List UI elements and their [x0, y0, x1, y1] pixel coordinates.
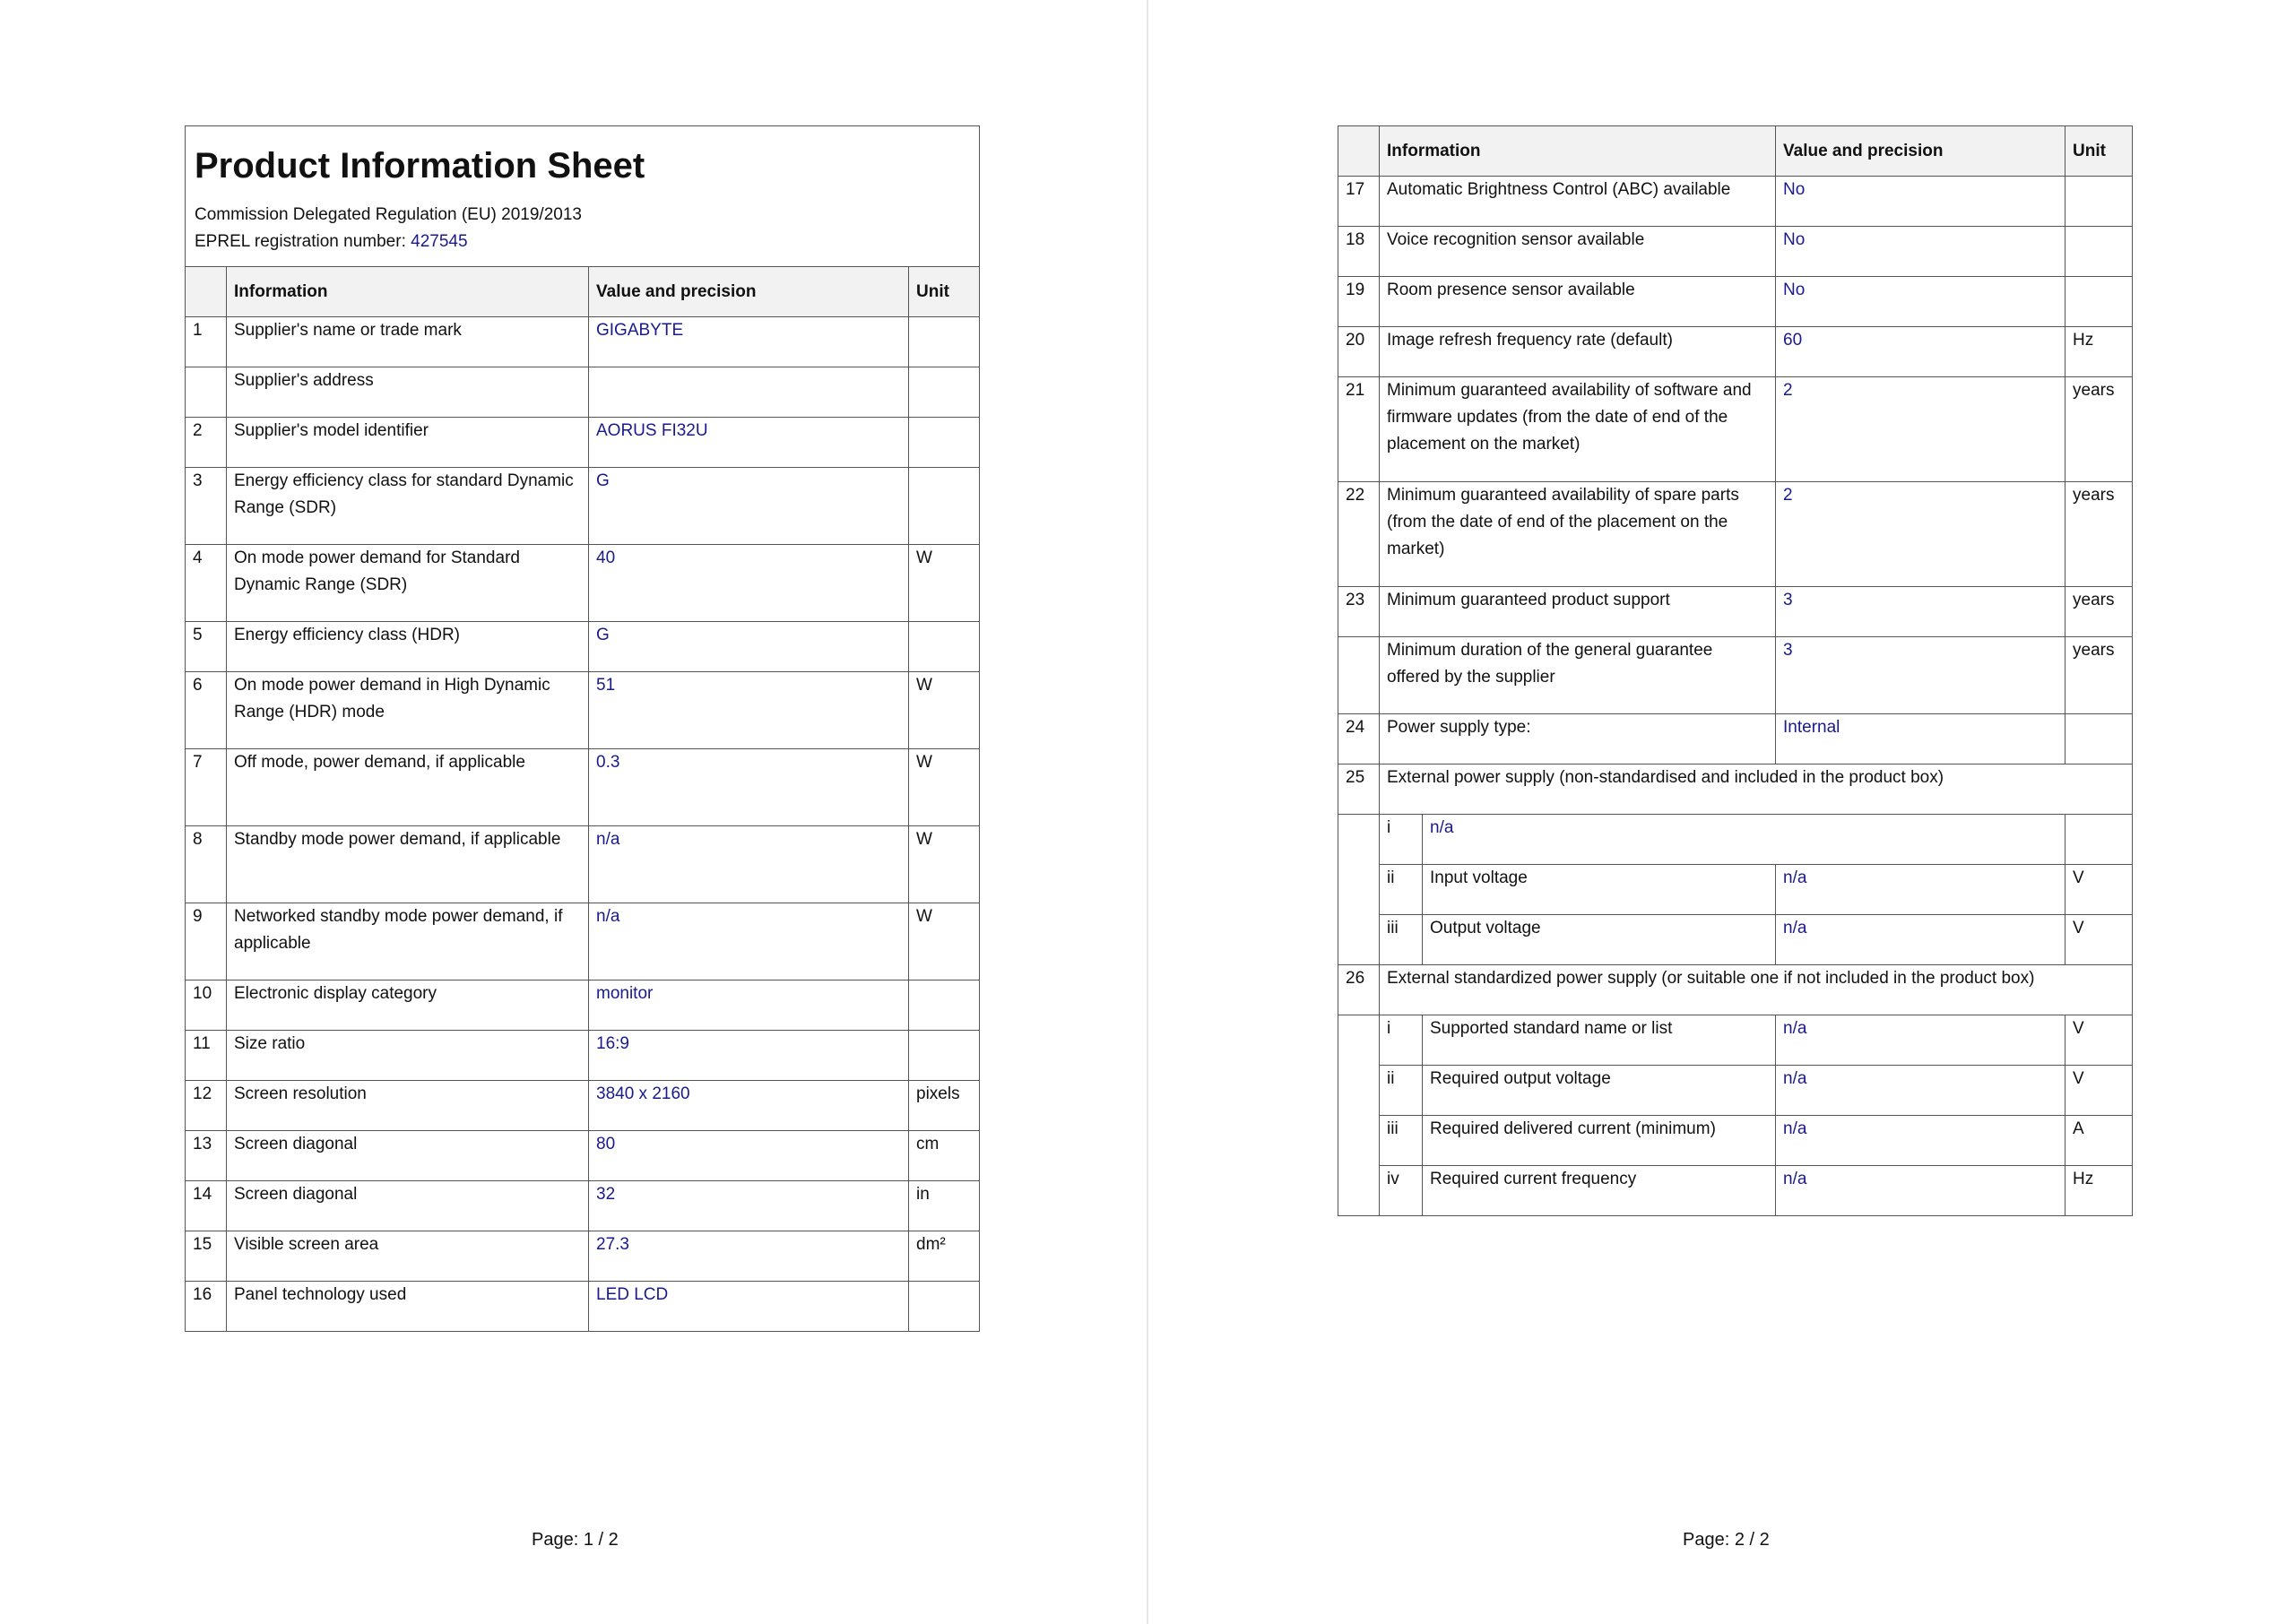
row-information: Screen diagonal	[227, 1181, 589, 1231]
table-row	[1338, 482, 2133, 587]
table-row	[1338, 327, 2133, 377]
row-unit: cm	[909, 1131, 980, 1181]
sub-unit: A	[2066, 1116, 2133, 1166]
blank-cell	[1338, 815, 1380, 865]
group-title: External standardized power supply (or suitable one if not included in the product box)	[1380, 965, 2133, 1015]
table-row	[1338, 227, 2133, 277]
row-value: AORUS FI32U	[589, 418, 909, 468]
row-value: 2	[1776, 482, 2066, 587]
row-number: 6	[186, 672, 227, 749]
group-title: External power supply (non-standardised and included in the product box)	[1380, 764, 2133, 815]
table-row	[186, 826, 980, 903]
table-row	[186, 980, 980, 1031]
table-row	[186, 545, 980, 622]
blank-cell	[1338, 865, 1380, 915]
row-number: 21	[1338, 377, 1380, 482]
row-number: 15	[186, 1231, 227, 1282]
row-value: GIGABYTE	[589, 317, 909, 367]
header-information: Information	[227, 267, 589, 317]
row-number: 1	[186, 317, 227, 367]
row-number: 10	[186, 980, 227, 1031]
header-information: Information	[1380, 126, 1776, 177]
row-information: Electronic display category	[227, 980, 589, 1031]
row-unit: W	[909, 826, 980, 903]
row-value: n/a	[589, 903, 909, 980]
table-row	[1338, 587, 2133, 637]
row-number: 3	[186, 468, 227, 545]
row-information: Supplier's address	[227, 367, 589, 418]
row-number: 20	[1338, 327, 1380, 377]
row-value: 60	[1776, 327, 2066, 377]
row-value: No	[1776, 177, 2066, 227]
header-value: Value and precision	[1776, 126, 2066, 177]
row-number: 18	[1338, 227, 1380, 277]
row-unit	[2066, 177, 2133, 227]
row-information: Image refresh frequency rate (default)	[1380, 327, 1776, 377]
row-unit	[909, 1282, 980, 1332]
row-value: G	[589, 622, 909, 672]
regulation-text: Commission Delegated Regulation (EU) 2019/2013	[195, 205, 582, 224]
row-number: 12	[186, 1081, 227, 1131]
sub-row	[1338, 865, 2133, 915]
row-unit: pixels	[909, 1081, 980, 1131]
sub-index: ii	[1380, 1066, 1423, 1116]
row-number: 17	[1338, 177, 1380, 227]
row-information: Minimum duration of the general guarantee offered by the supplier	[1380, 637, 1776, 714]
eprel-number: 427545	[411, 232, 468, 251]
sub-row	[1338, 815, 2133, 865]
blank-cell	[1338, 1166, 1380, 1216]
table-row	[186, 317, 980, 367]
row-value: LED LCD	[589, 1282, 909, 1332]
row-information: On mode power demand for Standard Dynamic Range (SDR)	[227, 545, 589, 622]
row-information: Supplier's model identifier	[227, 418, 589, 468]
header-num	[1338, 126, 1380, 177]
product-info-table-page-1	[185, 125, 980, 1332]
row-value: 3840 x 2160	[589, 1081, 909, 1131]
table-row	[186, 468, 980, 545]
table-row	[1338, 177, 2133, 227]
row-unit	[2066, 277, 2133, 327]
row-value: n/a	[589, 826, 909, 903]
page-footer-2: Page: 2 / 2	[1683, 1530, 1770, 1550]
row-number: 7	[186, 749, 227, 826]
row-unit: years	[2066, 377, 2133, 482]
row-value: No	[1776, 277, 2066, 327]
row-unit: W	[909, 903, 980, 980]
group-header-row	[1338, 965, 2133, 1015]
row-value: 40	[589, 545, 909, 622]
row-value: 32	[589, 1181, 909, 1231]
row-number: 8	[186, 826, 227, 903]
row-unit: years	[2066, 482, 2133, 587]
row-number: 5	[186, 622, 227, 672]
header-unit: Unit	[2066, 126, 2133, 177]
sub-information: Input voltage	[1423, 865, 1776, 915]
row-unit: years	[2066, 587, 2133, 637]
row-information: Size ratio	[227, 1031, 589, 1081]
table-row	[1338, 714, 2133, 764]
sub-row	[1338, 1066, 2133, 1116]
row-information: Power supply type:	[1380, 714, 1776, 764]
row-value: 3	[1776, 637, 2066, 714]
row-number: 25	[1338, 764, 1380, 815]
table-row	[186, 1031, 980, 1081]
table-row	[186, 903, 980, 980]
row-unit	[909, 468, 980, 545]
eprel-label: EPREL registration number:	[195, 232, 411, 251]
row-value: 27.3	[589, 1231, 909, 1282]
row-unit	[2066, 714, 2133, 764]
table-row	[186, 418, 980, 468]
row-value: 51	[589, 672, 909, 749]
row-unit	[909, 1031, 980, 1081]
sub-unit: V	[2066, 915, 2133, 965]
row-unit: W	[909, 749, 980, 826]
row-information: Off mode, power demand, if applicable	[227, 749, 589, 826]
sub-value: n/a	[1776, 1166, 2066, 1216]
sub-row	[1338, 1116, 2133, 1166]
row-unit: dm²	[909, 1231, 980, 1282]
header-unit: Unit	[909, 267, 980, 317]
row-value: 16:9	[589, 1031, 909, 1081]
blank-cell	[1338, 1066, 1380, 1116]
row-unit	[2066, 227, 2133, 277]
row-information: Voice recognition sensor available	[1380, 227, 1776, 277]
page-1	[0, 0, 1147, 1624]
sub-unit: V	[2066, 865, 2133, 915]
row-unit: Hz	[2066, 327, 2133, 377]
row-value: 3	[1776, 587, 2066, 637]
row-number: 11	[186, 1031, 227, 1081]
sub-row	[1338, 1166, 2133, 1216]
row-information: Energy efficiency class (HDR)	[227, 622, 589, 672]
sub-unit: V	[2066, 1015, 2133, 1066]
blank-cell	[1338, 1015, 1380, 1066]
sub-row	[1338, 1015, 2133, 1066]
group-header-row	[1338, 764, 2133, 815]
table-row	[186, 1231, 980, 1282]
row-information: Minimum guaranteed availability of spare parts (from the date of end of the placement on the market)	[1380, 482, 1776, 587]
table-row	[186, 1282, 980, 1332]
sub-unit	[2066, 815, 2133, 865]
eprel-line	[195, 229, 970, 255]
row-number: 19	[1338, 277, 1380, 327]
row-value: 0.3	[589, 749, 909, 826]
row-unit: in	[909, 1181, 980, 1231]
row-unit: years	[2066, 637, 2133, 714]
header-value: Value and precision	[589, 267, 909, 317]
row-number: 16	[186, 1282, 227, 1332]
table-row	[1338, 637, 2133, 714]
row-information: Visible screen area	[227, 1231, 589, 1282]
sub-index: iii	[1380, 1116, 1423, 1166]
row-number	[186, 367, 227, 418]
row-unit: W	[909, 545, 980, 622]
row-value: 80	[589, 1131, 909, 1181]
row-information: Supplier's name or trade mark	[227, 317, 589, 367]
row-number: 22	[1338, 482, 1380, 587]
row-number: 26	[1338, 965, 1380, 1015]
sub-row	[1338, 915, 2133, 965]
row-unit	[909, 980, 980, 1031]
sub-value: n/a	[1776, 1116, 2066, 1166]
row-unit	[909, 317, 980, 367]
sub-index: i	[1380, 1015, 1423, 1066]
blank-cell	[1338, 915, 1380, 965]
table-row	[186, 622, 980, 672]
row-information: Panel technology used	[227, 1282, 589, 1332]
row-value: 2	[1776, 377, 2066, 482]
row-information: Minimum guaranteed product support	[1380, 587, 1776, 637]
sub-value: n/a	[1776, 865, 2066, 915]
sub-index: iv	[1380, 1166, 1423, 1216]
header-num	[186, 267, 227, 317]
row-unit	[909, 367, 980, 418]
sub-index: i	[1380, 815, 1423, 865]
row-information: Screen diagonal	[227, 1131, 589, 1181]
sub-value: n/a	[1776, 1015, 2066, 1066]
table-row	[1338, 377, 2133, 482]
page-footer-1: Page: 1 / 2	[532, 1530, 619, 1550]
row-information: Energy efficiency class for standard Dynamic Range (SDR)	[227, 468, 589, 545]
sub-value: n/a	[1776, 1066, 2066, 1116]
sub-information: Required current frequency	[1423, 1166, 1776, 1216]
row-information: Standby mode power demand, if applicable	[227, 826, 589, 903]
row-unit	[909, 418, 980, 468]
product-info-table-page-2	[1338, 125, 2133, 1216]
row-number: 9	[186, 903, 227, 980]
row-number: 13	[186, 1131, 227, 1181]
row-number: 23	[1338, 587, 1380, 637]
blank-cell	[1338, 1116, 1380, 1166]
table-row	[186, 1131, 980, 1181]
row-information: Automatic Brightness Control (ABC) available	[1380, 177, 1776, 227]
table-row	[186, 367, 980, 418]
row-information: Minimum guaranteed availability of software and firmware updates (from the date of end of the placement on the market)	[1380, 377, 1776, 482]
sub-information: Supported standard name or list	[1423, 1015, 1776, 1066]
row-information: Room presence sensor available	[1380, 277, 1776, 327]
row-number: 14	[186, 1181, 227, 1231]
table-header-row	[186, 267, 980, 317]
table-header-row	[1338, 126, 2133, 177]
row-value	[589, 367, 909, 418]
row-number: 2	[186, 418, 227, 468]
row-number: 4	[186, 545, 227, 622]
row-unit: W	[909, 672, 980, 749]
sub-information: Output voltage	[1423, 915, 1776, 965]
table-row	[1338, 277, 2133, 327]
row-value: Internal	[1776, 714, 2066, 764]
page-2	[1148, 0, 2295, 1624]
sub-unit: V	[2066, 1066, 2133, 1116]
row-number: 24	[1338, 714, 1380, 764]
sub-information: Required delivered current (minimum)	[1423, 1116, 1776, 1166]
title-block	[186, 126, 980, 267]
row-number	[1338, 637, 1380, 714]
row-value: No	[1776, 227, 2066, 277]
table-row	[186, 749, 980, 826]
sub-information: Required output voltage	[1423, 1066, 1776, 1116]
sub-value: n/a	[1423, 815, 2066, 865]
row-information: Screen resolution	[227, 1081, 589, 1131]
sub-unit: Hz	[2066, 1166, 2133, 1216]
table-row	[186, 1081, 980, 1131]
page-title: Product Information Sheet	[195, 146, 645, 186]
table-row	[186, 672, 980, 749]
table-row	[186, 1181, 980, 1231]
sub-index: ii	[1380, 865, 1423, 915]
row-value: G	[589, 468, 909, 545]
sub-index: iii	[1380, 915, 1423, 965]
row-information: Networked standby mode power demand, if applicable	[227, 903, 589, 980]
row-value: monitor	[589, 980, 909, 1031]
row-information: On mode power demand in High Dynamic Range (HDR) mode	[227, 672, 589, 749]
row-unit	[909, 622, 980, 672]
sub-value: n/a	[1776, 915, 2066, 965]
